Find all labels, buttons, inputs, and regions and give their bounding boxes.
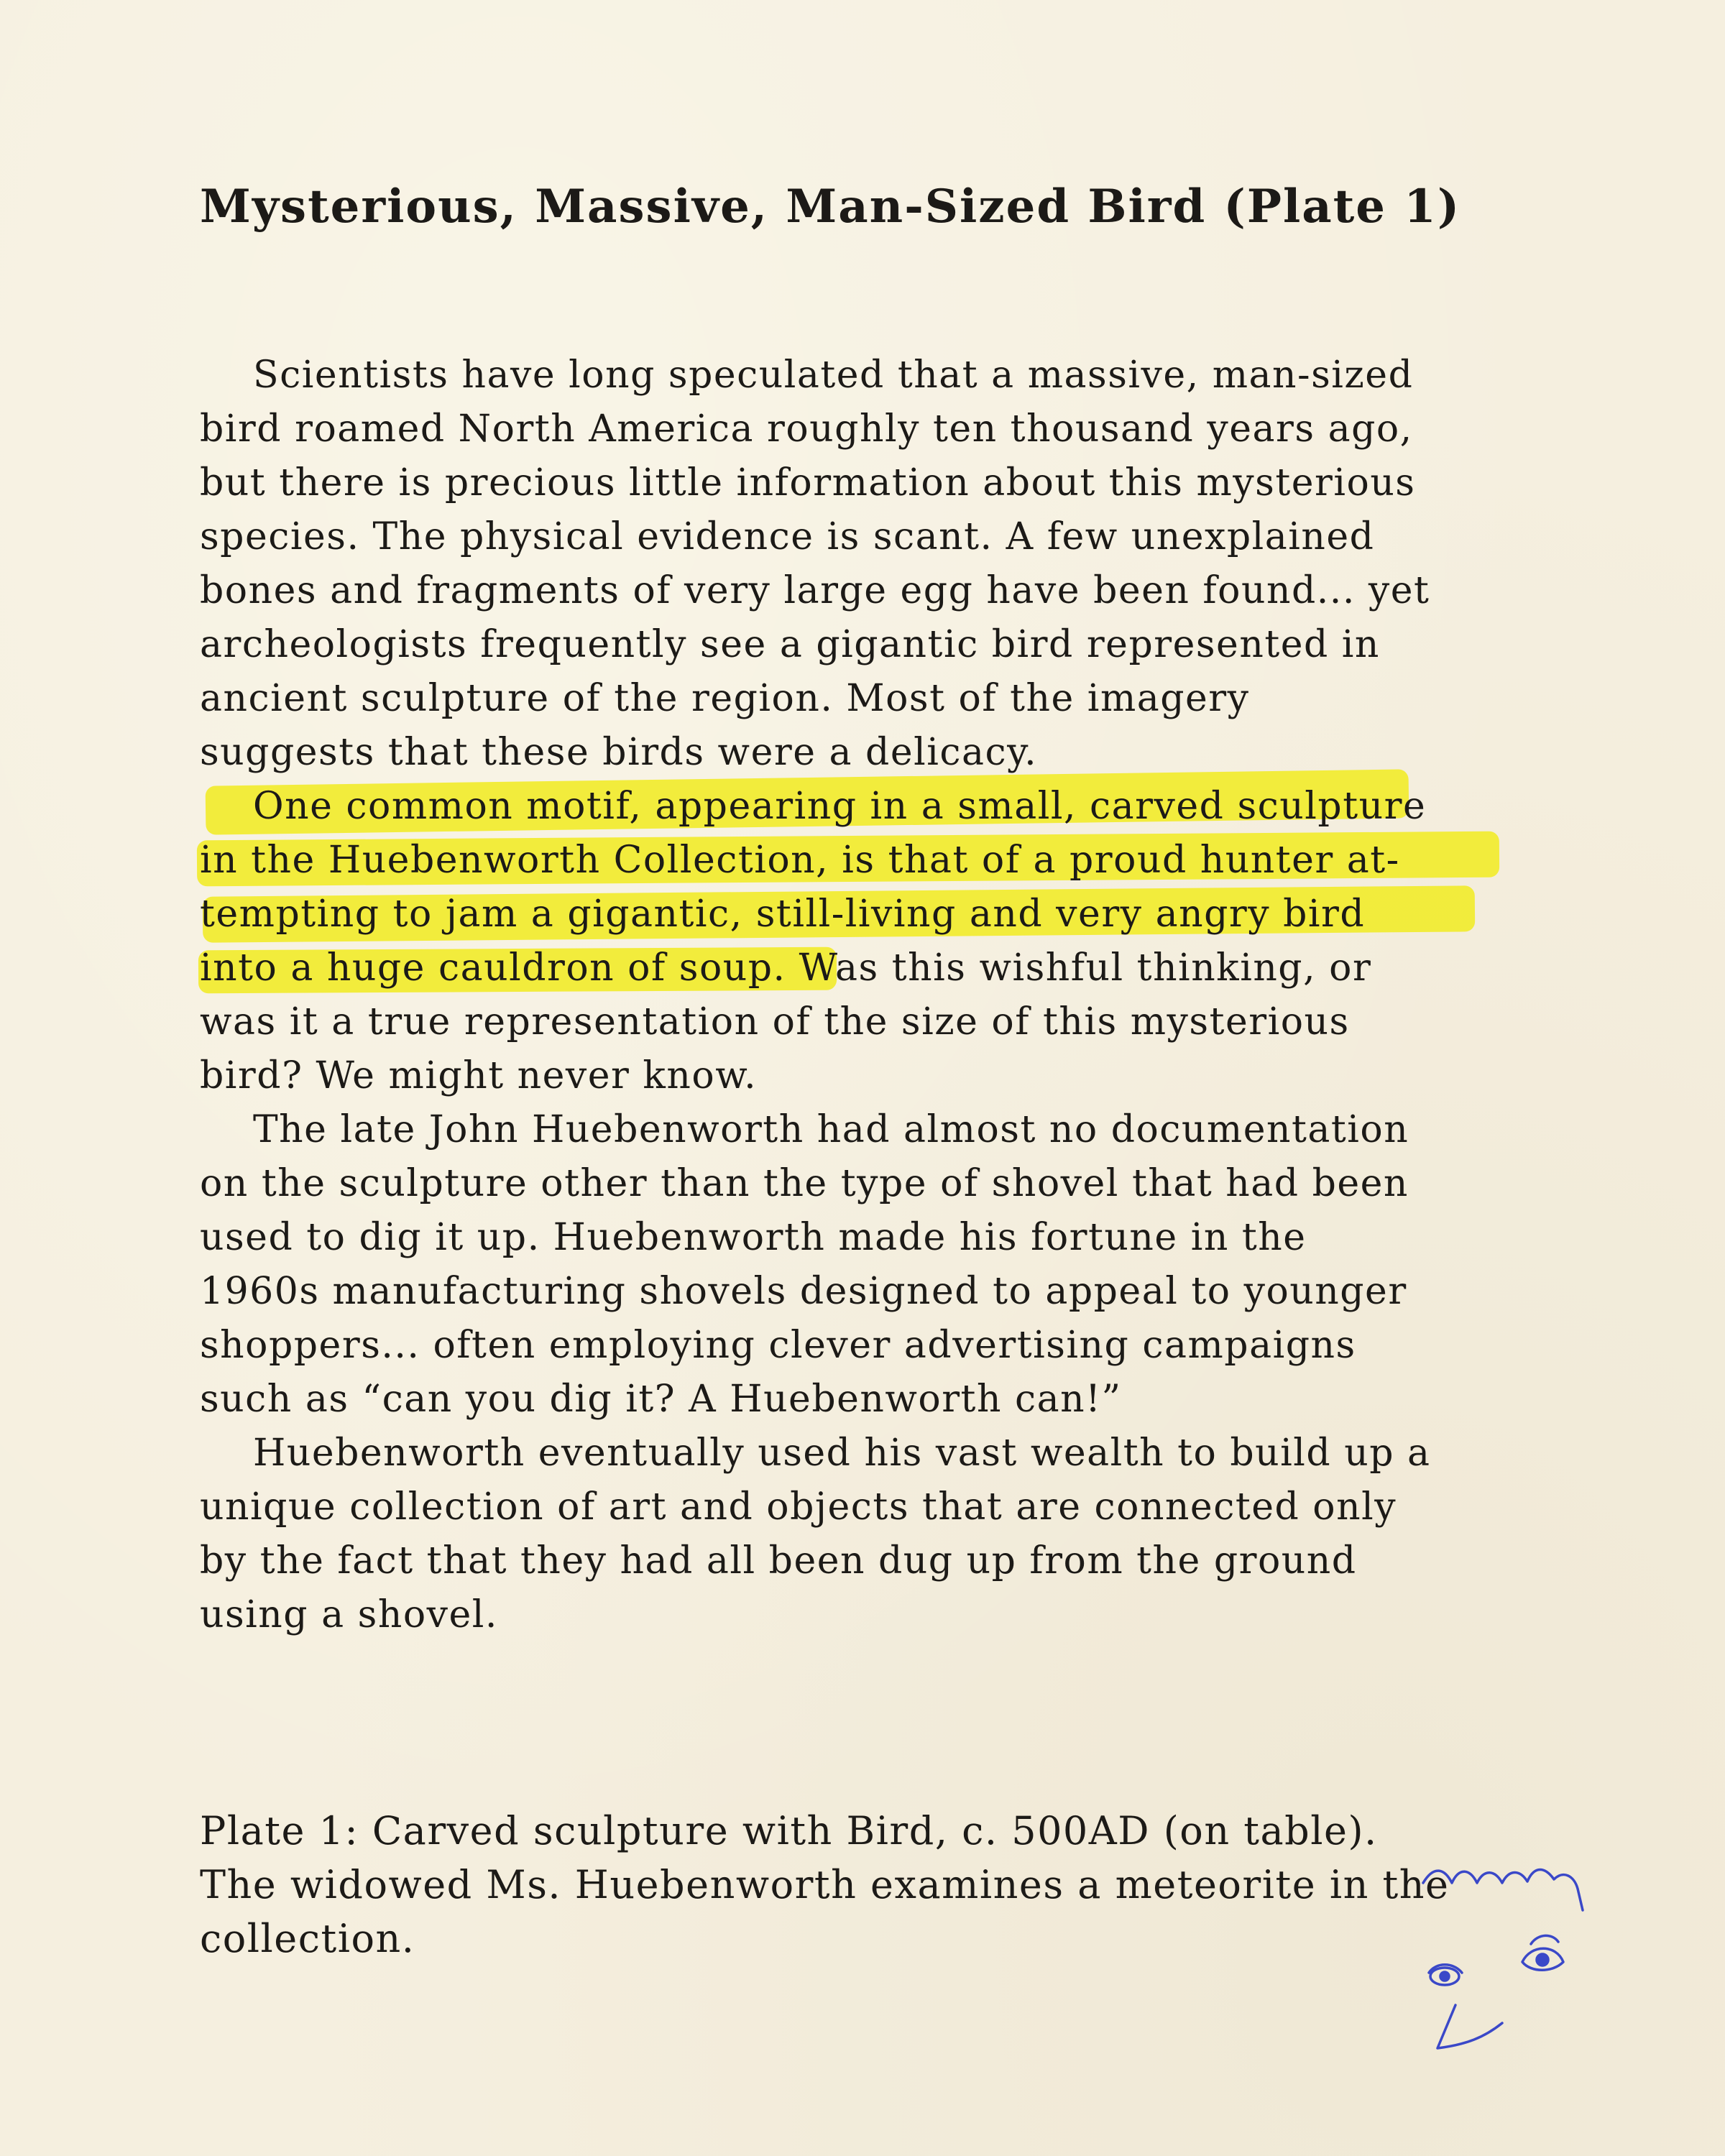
body-line: shoppers... often employing clever advertising campaigns — [200, 1324, 1356, 1367]
body-line: using a shovel. — [200, 1593, 498, 1636]
body-line: Scientists have long speculated that a massive, man-sized — [253, 354, 1414, 397]
body-line: archeologists frequently see a gigantic bird represented in — [200, 623, 1380, 666]
caption-line: The widowed Ms. Huebenworth examines a meteorite in the — [200, 1862, 1450, 1907]
body-line: on the sculpture other than the type of shovel that had been — [200, 1162, 1409, 1205]
body-line: such as “can you dig it? A Huebenworth can!” — [200, 1378, 1122, 1421]
body-line: into a huge cauldron of soup. Was this wishful thinking, or — [200, 946, 1372, 990]
pen-doodle-face-icon — [1402, 1825, 1617, 2084]
body-line: unique collection of art and objects that are connected only — [200, 1485, 1397, 1529]
body-line: by the fact that they had all been dug up from the ground — [200, 1539, 1357, 1583]
page-title: Mysterious, Massive, Man-Sized Bird (Plate 1) — [200, 180, 1461, 234]
body-line: bird roamed North America roughly ten thousand years ago, — [200, 407, 1413, 451]
body-line: bird? We might never know. — [200, 1054, 758, 1097]
body-line: species. The physical evidence is scant. A few unexplained — [200, 515, 1375, 558]
body-line: used to dig it up. Huebenworth made his fortune in the — [200, 1216, 1307, 1259]
body-line: The late John Huebenworth had almost no documentation — [253, 1108, 1409, 1151]
body-line: Huebenworth eventually used his vast wealth to build up a — [253, 1432, 1431, 1475]
body-line: was it a true representation of the size of this mysterious — [200, 1000, 1350, 1044]
body-line: ancient sculpture of the region. Most of the imagery — [200, 677, 1250, 720]
body-line: in the Huebenworth Collection, is that of a proud hunter at- — [200, 839, 1400, 882]
caption-line: Plate 1: Carved sculpture with Bird, c. 500AD (on table). — [200, 1808, 1378, 1853]
body-line: suggests that these birds were a delicacy. — [200, 731, 1038, 774]
body-line: tempting to jam a gigantic, still-living and very angry bird — [200, 893, 1366, 936]
body-line: but there is precious little information about this mysterious — [200, 461, 1416, 505]
body-line: One common motif, appearing in a small, carved sculpture — [253, 785, 1427, 828]
caption-line: collection. — [200, 1916, 415, 1961]
body-line: bones and fragments of very large egg have been found... yet — [200, 569, 1430, 612]
body-line: 1960s manufacturing shovels designed to appeal to younger — [200, 1270, 1407, 1313]
